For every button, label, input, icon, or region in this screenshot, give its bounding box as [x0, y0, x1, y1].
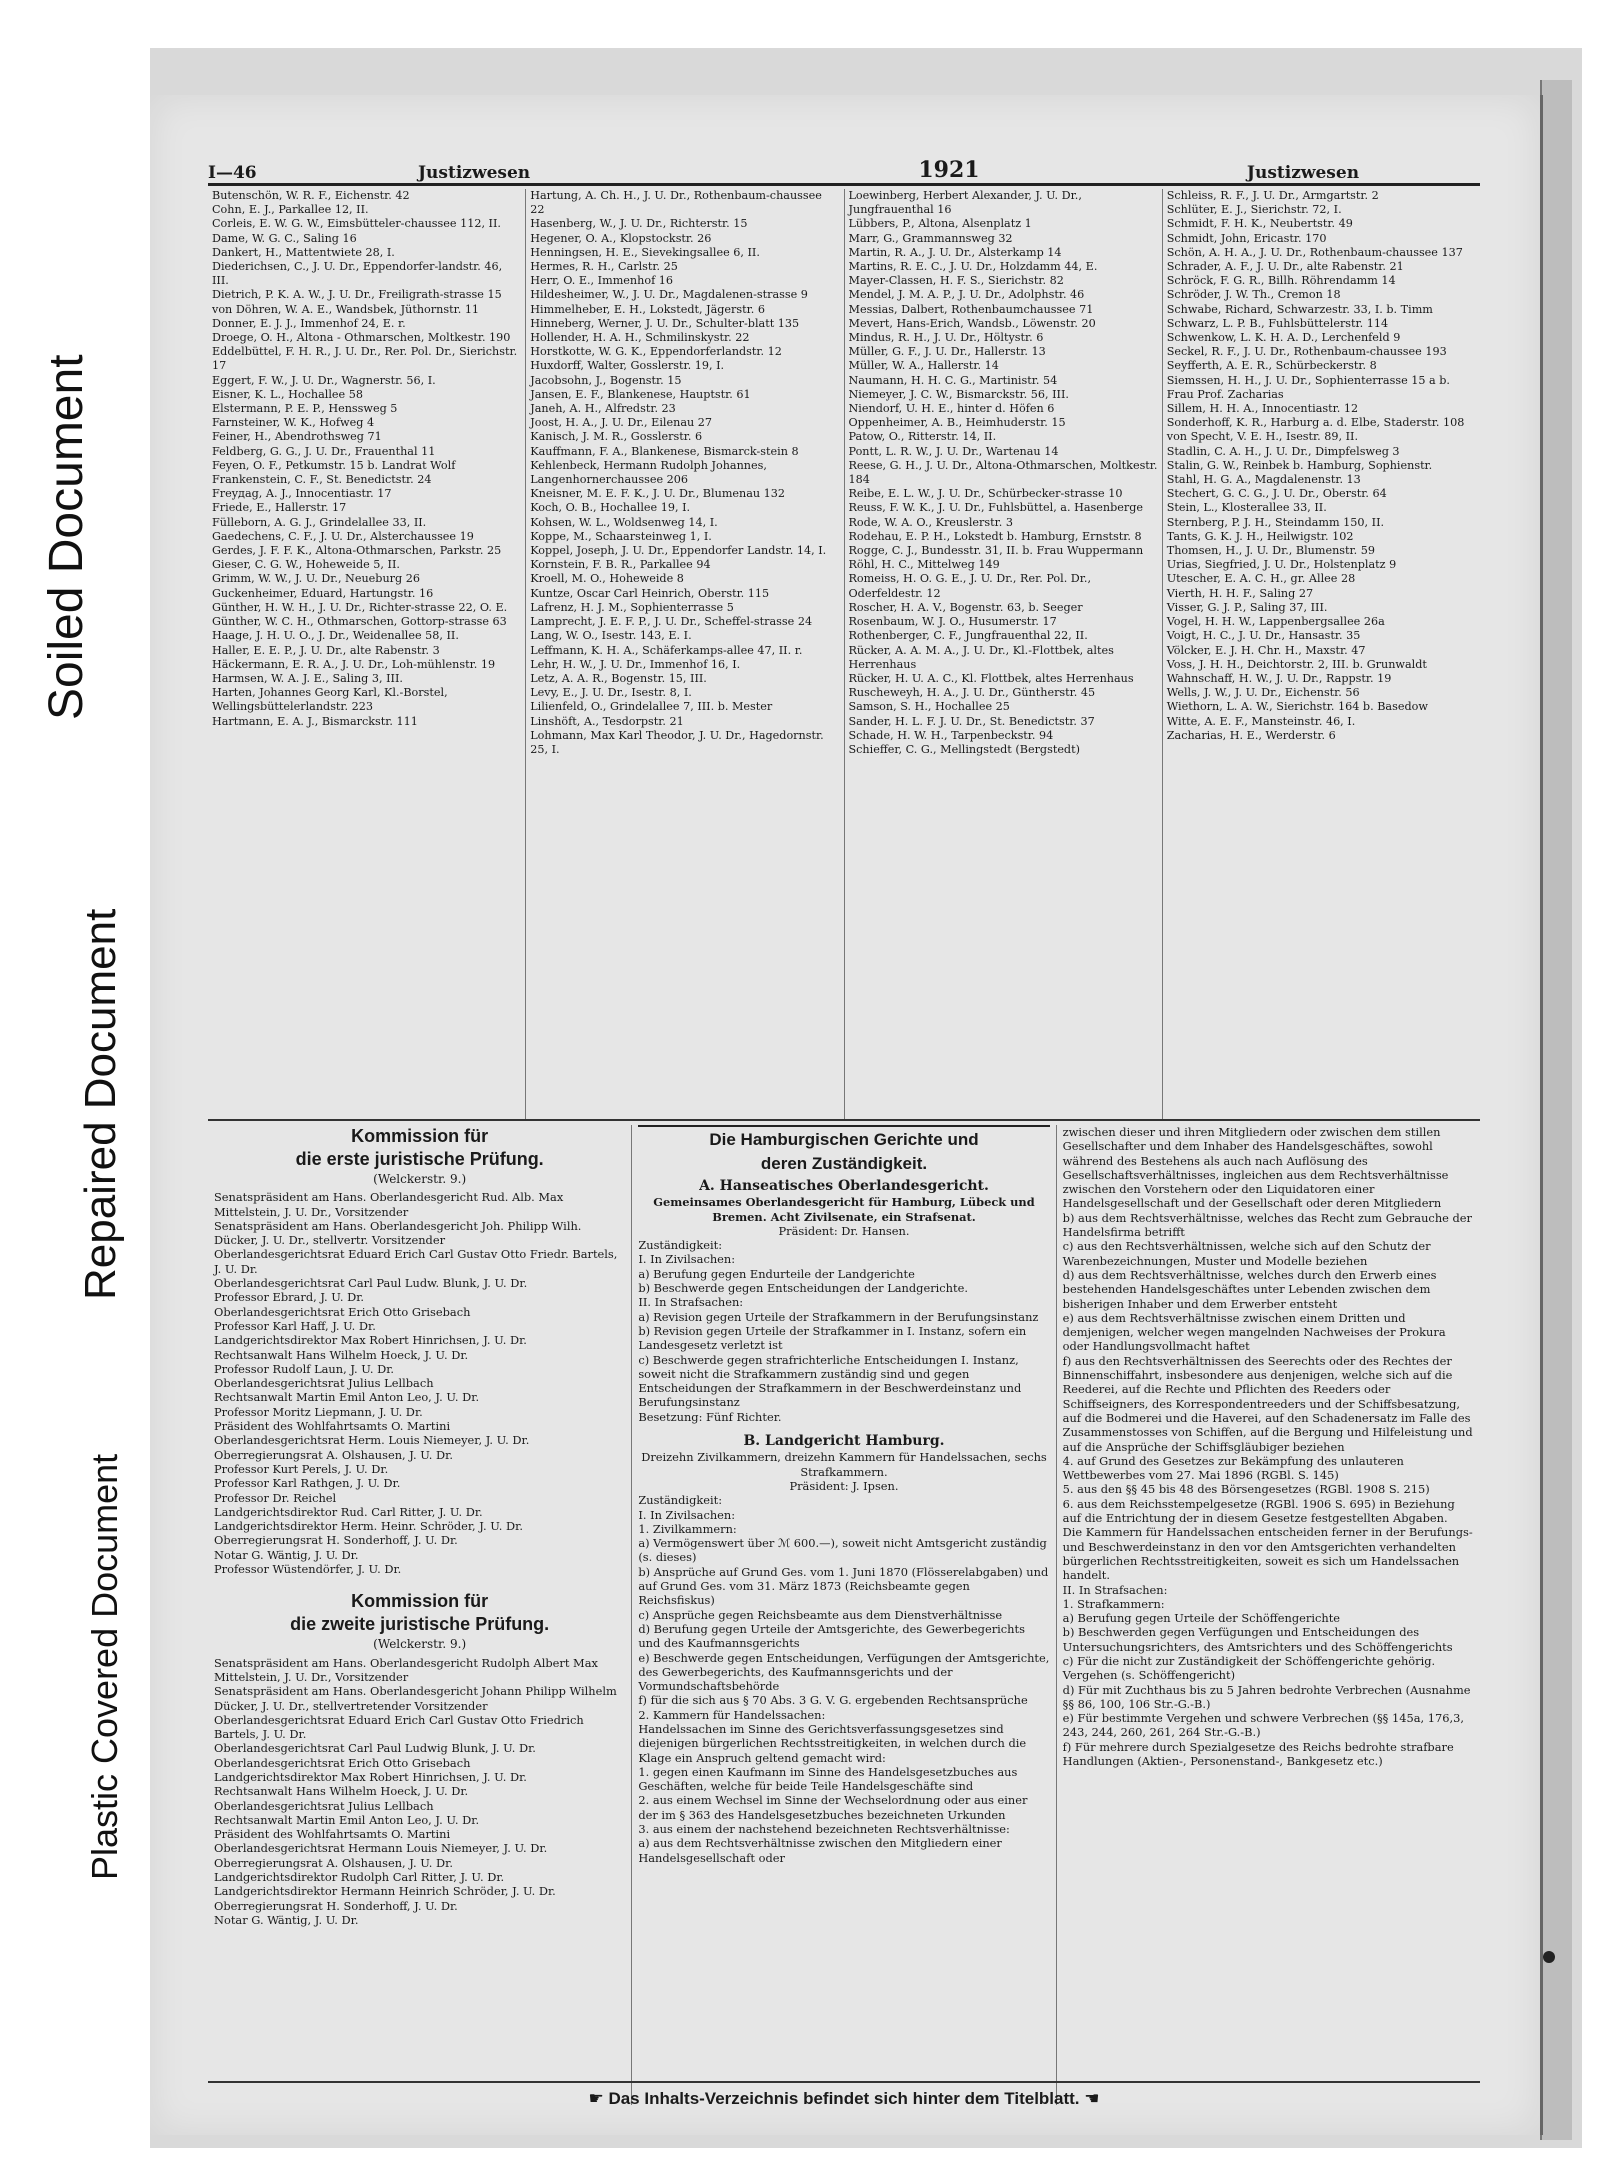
footer-text: Das Inhalts-Verzeichnis befindet sich hinter dem Titelblatt. — [608, 2089, 1080, 2108]
label-soiled: Soiled Document — [40, 354, 93, 720]
header-left-title: Justizwesen — [418, 163, 531, 183]
text-line: Voigt, H. C., J. U. Dr., Hansastr. 35 — [1166, 629, 1361, 643]
text-line: Stechert, G. C. G., J. U. Dr., Oberstr. 64 — [1166, 487, 1387, 501]
text-line: Freyдag, A. J., Innocentiastr. 17 — [212, 487, 392, 501]
label-repaired: Repaired Document — [76, 908, 125, 1300]
text-line: Gerdes, J. F. F. K., Altona-Othmarschen, Parkstr. 25 — [212, 544, 502, 558]
text-line: e) Für bestimmte Vergehen und schwere Verbrechen (§§ 145a, 176,3, 243, 244, 260, 261, 264 Str.-G.-B.) — [1062, 1711, 1464, 1740]
side-labels — [0, 0, 150, 2177]
text-line: Eggert, F. W., J. U. Dr., Wagnerstr. 56, I. — [212, 373, 436, 387]
text-line: Siemssen, H. H., J. U. Dr., Sophienterrasse 15 a b. Frau Prof. Zacharias — [1166, 373, 1450, 401]
text-line: d) Berufung gegen Urteile der Amtsgerichte, des Gewerbegerichts und des Kaufmannsgerichts — [638, 1621, 1025, 1651]
text-line: Rechtsanwalt Hans Wilhelm Hoeck, J. U. Dr. — [214, 1347, 469, 1362]
text-line: Oberlandesgerichtsrat Hermann Louis Niemeyer, J. U. Dr. — [214, 1841, 548, 1856]
text-line: f) für die sich aus § 70 Abs. 3 G. V. G. ergebenden Rechtsansprüche — [638, 1693, 1028, 1708]
text-line: a) Berufung gegen Urteile der Schöffengerichte — [1062, 1611, 1341, 1626]
text-line: Romeiss, H. O. G. E., J. U. Dr., Rer. Pol. Dr., Oderfeldestr. 12 — [848, 572, 1092, 600]
text-line: Niemeyer, J. C. W., Bismarckstr. 56, III. — [848, 387, 1069, 401]
text-line: Besetzung: Fünf Richter. — [638, 1409, 782, 1424]
text-line: a) Berufung gegen Endurteile der Landgerichte — [638, 1266, 915, 1281]
text-line: Schrader, A. F., J. U. Dr., alte Rabenstr. 21 — [1166, 260, 1404, 274]
text-line: Oberlandesgerichtsrat Carl Paul Ludwig Blunk, J. U. Dr. — [214, 1741, 536, 1756]
text-line: Koppe, M., Schaarsteinweg 1, I. — [530, 529, 712, 543]
text-line: b) Revision gegen Urteile der Strafkammer in I. Instanz, sofern ein Landesgesetz verletzt ist — [638, 1323, 1027, 1353]
kommission2-address: (Welckerstr. 9.) — [373, 1637, 467, 1652]
kommission-column — [208, 1125, 631, 2105]
text-line: e) aus dem Rechtsverhältnisse zwischen einem Dritten und demjenigen, welcher wegen mangelnden Nachweises der Prokura oder Handlungsvollmacht haftet — [1062, 1310, 1446, 1354]
text-line: Roscher, H. A. V., Bogenstr. 63, b. Seeger — [848, 600, 1083, 614]
text-line: Schlüter, E. J., Sierichstr. 72, I. — [1166, 203, 1342, 217]
text-line: Rodehau, E. P. H., Lokstedt b. Hamburg, Ernststr. 8 — [848, 529, 1142, 543]
text-line: Die Kammern für Handelssachen entscheiden ferner in der Berufungs- und Beschwerdeinstanz in den vor den Amtsgerichten verhandelten bürgerlichen Rechtsstreitigkeiten, soweit es sich um Handelssachen handelt. — [1062, 1525, 1473, 1583]
text-line: Hermes, R. H., Carlstr. 25 — [530, 260, 678, 274]
text-line: Haller, E. E. P., J. U. Dr., alte Rabenstr. 3 — [212, 643, 440, 657]
text-line: c) Beschwerde gegen strafrichterliche Entscheidungen I. Instanz, soweit nicht die Strafkammern zuständig sind und gegen Entscheidungen der Strafkammern in der Beschwerdeinstanz und Berufungsinstanz — [638, 1352, 1022, 1410]
text-line: 2. Kammern für Handelssachen: — [638, 1707, 826, 1722]
text-line: Gieser, C. G. W., Hoheweide 5, II. — [212, 558, 400, 572]
page-header — [208, 151, 1480, 186]
text-line: Professor Karl Rathgen, J. U. Dr. — [214, 1476, 401, 1491]
text-line: Oberlandesgerichtsrat Herm. Louis Niemeyer, J. U. Dr. — [214, 1433, 530, 1448]
text-line: Schröder, J. W. Th., Cremon 18 — [1166, 288, 1341, 302]
text-line: Professor Wüstendörfer, J. U. Dr. — [214, 1562, 402, 1577]
text-line: a) Vermögenswert über ℳ 600.—), soweit nicht Amtsgericht zuständig (s. dieses) — [638, 1536, 1047, 1565]
text-line: Seckel, R. F., J. U. Dr., Rothenbaum-chaussee 193 — [1166, 345, 1447, 359]
text-line: Leffmann, K. H. A., Schäferkamps-allee 47, II. r. — [530, 643, 803, 657]
text-line: Tants, G. K. J. H., Heilwigstr. 102 — [1166, 529, 1354, 543]
text-line: 2. aus einem Wechsel im Sinne der Wechselordnung oder aus einer der im § 363 des Handelsgesetzbuches bezeichneten Urkunden — [638, 1793, 1028, 1822]
text-line: Mindus, R. H., J. U. Dr., Höltystr. 6 — [848, 331, 1044, 345]
text-line: Handelssachen im Sinne des Gerichtsverfassungsgesetzes sind diejenigen bürgerlichen Rechtsstreitigkeiten, in welchen durch die Klage ein Anspruch geltend gemacht wird: — [638, 1721, 1027, 1765]
continuation-column — [1056, 1125, 1480, 2105]
text-line: Landgerichtsdirektor Max Robert Hinrichsen, J. U. Dr. — [214, 1769, 527, 1784]
text-line: Messias, Dalbert, Rothenbaumchaussee 71 — [848, 302, 1094, 316]
text-line: Rechtsanwalt Martin Emil Anton Leo, J. U. Dr. — [214, 1390, 480, 1405]
text-line: Cohn, E. J., Parkallee 12, II. — [212, 203, 369, 217]
header-year: 1921 — [918, 157, 980, 183]
text-line: 6. aus dem Reichsstempelgesetze (RGBl. 1906 S. 695) in Beziehung auf die Entrichtung der in diesem Gesetze festgestellten Abgaben. — [1062, 1496, 1455, 1526]
text-line: Oberlandesgerichtsrat Carl Paul Ludw. Blunk, J. U. Dr. — [214, 1276, 528, 1291]
text-line: 4. auf Grund des Gesetzes zur Bekämpfung des unlauteren Wettbewerbes vom 27. Mai 1896 (RGBl. S. 145) — [1062, 1453, 1404, 1483]
text-line: Oberregierungsrat H. Sonderhoff, J. U. Dr. — [214, 1898, 458, 1913]
text-line: Schmidt, F. H. K., Neubertstr. 49 — [1166, 217, 1353, 231]
text-line: Letz, A. A. R., Bogenstr. 15, III. — [530, 671, 707, 685]
text-line: Harten, Johannes Georg Karl, Kl.-Borstel, Wellingsbüttelerlandstr. 223 — [212, 686, 448, 714]
landgericht-zustaendigkeit — [638, 1493, 1049, 1865]
text-line: Lohmann, Max Karl Theodor, J. U. Dr., Hagedornstr. 25, I. — [530, 728, 824, 756]
text-line: Droege, O. H., Altona - Othmarschen, Moltkestr. 190 — [212, 331, 511, 345]
text-line: f) Für mehrere durch Spezialgesetze des Reichs bedrohte strafbare Handlungen (Aktien-, Personenstand-, Bankgesetz etc.) — [1062, 1739, 1454, 1769]
text-line: Rücker, H. U. A. C., Kl. Flottbek, altes Herrenhaus — [848, 671, 1134, 685]
text-line: Kanisch, J. M. R., Gosslerstr. 6 — [530, 430, 703, 444]
text-line: Voss, J. H. H., Deichtorstr. 2, III. b. Grunwaldt — [1166, 657, 1427, 671]
text-line: Oberlandesgerichtsrat Julius Lellbach — [214, 1798, 434, 1813]
text-line: a) aus dem Rechtsverhältnisse zwischen den Mitgliedern einer Handelsgesellschaft oder — [638, 1836, 1002, 1865]
text-line: Professor Moritz Liepmann, J. U. Dr. — [214, 1404, 423, 1419]
text-line: Koch, O. B., Hochallee 19, I. — [530, 501, 691, 515]
text-line: Hildesheimer, W., J. U. Dr., Magdalenen-strasse 9 — [530, 288, 808, 302]
text-line: Sternberg, P. J. H., Steindamm 150, II. — [1166, 515, 1385, 529]
text-line: Reuss, F. W. K., J. U. Dr., Fuhlsbüttel, a. Hasenberge — [848, 501, 1144, 515]
text-line: Schleiss, R. F., J. U. Dr., Armgartstr. 2 — [1166, 189, 1379, 202]
text-line: zwischen dieser und ihren Mitgliedern oder zwischen dem stillen Gesellschafter und dem Inhaber des Handelsgeschäftes, sowohl während des Bestehens als auch nach Auflösung des Gesellschaftsverhältnisses, ingleichen aus dem Rechtsverhältnisse zwischen den Vorstehern oder den Liquidatoren einer Handelsgesellschaft und der Gesellschaft oder deren Mitgliedern — [1062, 1125, 1449, 1211]
text-line: Kuntze, Oscar Carl Heinrich, Oberstr. 115 — [530, 586, 770, 600]
lower-section — [208, 1125, 1480, 2105]
text-line: Reese, G. H., J. U. Dr., Altona-Othmarschen, Moltkestr. 184 — [848, 458, 1158, 487]
text-line: Zacharias, H. E., Werderstr. 6 — [1166, 728, 1336, 742]
text-line: Schwabe, Richard, Schwarzestr. 33, I. b. Timm — [1166, 302, 1433, 316]
kommission1-title2: die erste juristische Prüfung. — [295, 1149, 544, 1169]
directory-column-2 — [525, 189, 843, 1119]
text-line: Schwarz, L. P. B., Fuhlsbüttelerstr. 114 — [1166, 316, 1389, 330]
text-line: Herr, O. E., Immenhof 16 — [530, 274, 674, 288]
kommission1-address: (Welckerstr. 9.) — [373, 1172, 467, 1186]
text-line: Oberlandesgerichtsrat Julius Lellbach — [214, 1376, 434, 1391]
text-line: Stein, L., Klosterallee 33, II. — [1166, 501, 1327, 515]
oberlandesgericht-intro: Gemeinsames Oberlandesgericht für Hamburg, Lübeck und Bremen. Acht Zivilsenate, ein Strafsenat. — [653, 1195, 1035, 1224]
text-line: Kohsen, W. L., Woldsenweg 14, I. — [530, 515, 718, 529]
text-line: Professor Dr. Reichel — [214, 1490, 337, 1505]
text-line: II. In Strafsachen: — [638, 1295, 744, 1310]
text-line: Koppel, Joseph, J. U. Dr., Eppendorfer Landstr. 14, I. — [530, 544, 827, 558]
text-line: Horstkotte, W. G. K., Eppendorferlandstr. 12 — [530, 345, 782, 359]
text-line: Rosenbaum, W. J. O., Husumerstr. 17 — [848, 615, 1057, 629]
text-line: 1. Strafkammern: — [1062, 1596, 1165, 1611]
text-line: Stalin, G. W., Reinbek b. Hamburg, Sophienstr. — [1166, 458, 1433, 472]
text-line: Günther, H. W. H., J. U. Dr., Richter-strasse 22, O. E. — [212, 600, 508, 614]
text-line: Professor Ebrard, J. U. Dr. — [214, 1290, 365, 1305]
kommission2-title2: die zweite juristische Prüfung. — [290, 1614, 550, 1635]
text-line: Rogge, C. J., Bundesstr. 31, II. b. Frau Wuppermann — [848, 544, 1144, 558]
text-line: 1. gegen einen Kaufmann im Sinne des Handelsgesetzbuches aus Geschäften, welche für beide Teile Handelsgeschäfte sind — [638, 1764, 1018, 1794]
text-line: Müller, G. F., J. U. Dr., Hallerstr. 13 — [848, 345, 1046, 359]
text-line: Jacobsohn, J., Bogenstr. 15 — [530, 373, 682, 387]
text-line: Lübbers, P., Altona, Alsenplatz 1 — [848, 217, 1032, 231]
text-line: Visser, G. J. P., Saling 37, III. — [1166, 600, 1328, 614]
text-line: Oberregierungsrat A. Olshausen, J. U. Dr. — [214, 1447, 453, 1462]
text-line: Kroell, M. O., Hoheweide 8 — [530, 572, 684, 586]
text-line: Eisner, K. L., Hochallee 58 — [212, 387, 363, 401]
text-line: Häckermann, E. R. A., J. U. Dr., Loh-mühlenstr. 19 — [212, 657, 496, 671]
text-line: Lehr, H. W., J. U. Dr., Immenhof 16, I. — [530, 657, 741, 671]
text-line: Urias, Siegfried, J. U. Dr., Holstenplatz 9 — [1166, 558, 1397, 572]
text-line: Kehlenbeck, Hermann Rudolph Johannes, Langenhornerchaussee 206 — [530, 458, 767, 487]
directory-column-3 — [844, 189, 1162, 1119]
text-line: Feiner, H., Abendrothsweg 71 — [212, 430, 382, 444]
kommission2-title1: Kommission für — [351, 1591, 489, 1612]
text-line: Präsident des Wohlfahrtsamts O. Martini — [214, 1827, 451, 1842]
text-line: c) Ansprüche gegen Reichsbeamte aus dem Dienstverhältnisse — [638, 1607, 1003, 1622]
text-line: Gaedechens, C. F., J. U. Dr., Alsterchaussee 19 — [212, 529, 474, 543]
text-line: Rechtsanwalt Martin Emil Anton Leo, J. U. Dr. — [214, 1812, 480, 1827]
text-line: Schwenkow, L. K. H. A. D., Lerchenfeld 9 — [1166, 331, 1401, 345]
text-line: Hinneberg, Werner, J. U. Dr., Schulter-blatt 135 — [530, 316, 800, 330]
gerichte-column — [631, 1125, 1055, 2105]
text-line: Stadlin, C. A. H., J. U. Dr., Dimpfelsweg 3 — [1166, 444, 1400, 458]
label-plastic-covered: Plastic Covered Document — [84, 1453, 125, 1880]
text-line: a) Revision gegen Urteile der Strafkammern in der Berufungsinstanz — [638, 1309, 1039, 1324]
gerichte-title2: deren Zuständigkeit. — [760, 1154, 928, 1173]
hand-pointer-icon: ☛ — [588, 2089, 609, 2108]
text-line: Rothenberger, C. F., Jungfrauenthal 22, II. — [848, 629, 1088, 643]
text-line: Rode, W. A. O., Kreuslerstr. 3 — [848, 515, 1013, 529]
text-line: Lang, W. O., Isestr. 143, E. I. — [530, 629, 692, 643]
text-line: Pontt, L. R. W., J. U. Dr., Wartenau 14 — [848, 444, 1059, 458]
directory-column-4 — [1162, 189, 1480, 1119]
text-line: Naumann, H. H. C. G., Martinistr. 54 — [848, 373, 1058, 387]
text-line: Senatspräsident am Hans. Oberlandesgericht Rudolph Albert Max Mittelstein, J. U. Dr., Vorsitzender — [214, 1655, 598, 1684]
text-line: Lamprecht, J. E. F. P., J. U. Dr., Scheffel-strasse 24 — [530, 615, 813, 629]
text-line: Hartmann, E. A. J., Bismarckstr. 111 — [212, 714, 418, 728]
text-line: Wells, J. W., J. U. Dr., Eichenstr. 56 — [1166, 686, 1360, 700]
directory-column-1 — [208, 189, 525, 1119]
text-line: Oppenheimer, A. B., Heimhuderstr. 15 — [848, 416, 1066, 430]
landgericht-title: B. Landgericht Hamburg. — [743, 1433, 945, 1450]
text-line: Röhl, H. C., Mittelweg 149 — [848, 558, 1000, 572]
text-line: b) Beschwerden gegen Verfügungen und Entscheidungen des Untersuchungsrichters, des Amtsrichters und des Schöffengerichts — [1062, 1625, 1453, 1654]
text-line: Joost, H. A., J. U. Dr., Eilenau 27 — [530, 416, 712, 430]
text-line: Stahl, H. G. A., Magdalenenstr. 13 — [1166, 473, 1361, 487]
text-line: Oberlandesgerichtsrat Erich Otto Grisebach — [214, 1755, 471, 1770]
page-edge — [1540, 80, 1572, 2140]
directory-columns — [208, 189, 1480, 1121]
text-line: Zuständigkeit: — [638, 1238, 723, 1253]
text-line: Feyen, O. F., Petkumstr. 15 b. Landrat Wolf — [212, 458, 456, 472]
text-line: Dankert, H., Mattentwiete 28, I. — [212, 245, 395, 259]
text-line: Elstermann, P. E. P., Henssweg 5 — [212, 402, 398, 416]
landgericht-intro: Dreizehn Zivilkammern, dreizehn Kammern für Handelssachen, sechs Strafkammern. — [641, 1450, 1047, 1479]
page-content — [208, 151, 1480, 2131]
text-line: Zuständigkeit: — [638, 1493, 723, 1508]
kommission2-members — [214, 1656, 625, 1928]
text-line: e) Beschwerde gegen Entscheidungen, Verfügungen der Amtsgerichte, des Gewerbegerichts, des Kaufmannsgerichts und der Vormundschaftsbehörde — [638, 1650, 1050, 1694]
text-line: Lafrenz, H. J. M., Sophienterrasse 5 — [530, 600, 734, 614]
text-line: Professor Karl Haff, J. U. Dr. — [214, 1318, 376, 1333]
text-line: Lilienfeld, O., Grindelallee 7, III. b. Mester — [530, 700, 773, 714]
text-line: Jansen, E. F., Blankenese, Hauptstr. 61 — [530, 387, 751, 401]
text-line: Notar G. Wäntig, J. U. Dr. — [214, 1547, 359, 1562]
text-line: Fülleborn, A. G. J., Grindelallee 33, II. — [212, 515, 427, 529]
text-line: Oberlandesgerichtsrat Erich Otto Grisebach — [214, 1304, 471, 1319]
text-line: Diederichsen, C., J. U. Dr., Eppendorfer-landstr. 46, III. — [212, 260, 503, 288]
text-line: Levy, E., J. U. Dr., Isestr. 8, I. — [530, 686, 692, 700]
landgericht-president: Präsident: J. Ipsen. — [789, 1478, 899, 1493]
text-line: Dietrich, P. K. A. W., J. U. Dr., Freiligrath-strasse 15 — [212, 288, 502, 302]
text-line: Senatspräsident am Hans. Oberlandesgericht Johann Philipp Wilhelm Dücker, J. U. Dr., stellvertretender Vorsitzender — [214, 1684, 617, 1713]
text-line: Utescher, E. A. C. H., gr. Allee 28 — [1166, 572, 1356, 586]
text-line: Thomsen, H., J. U. Dr., Blumenstr. 59 — [1166, 544, 1376, 558]
page-number: I—46 — [208, 163, 257, 183]
oberlandesgericht-zustaendigkeit — [638, 1238, 1049, 1424]
text-line: Witte, A. E. F., Mansteinstr. 46, I. — [1166, 714, 1356, 728]
text-line: f) aus den Rechtsverhältnissen des Seerechts oder des Rechtes der Binnenschiffahrt, insbesondere aus denjenigen, welche sich auf die Reederei, auf die Rechte und Pflichten des Reeders oder Schiffseigners, des Korrespondentreeders und der Schiffsbesatzung, auf die Bodmerei und die Haverei, auf den Schadenersatz im Falle des Zusammenstosses von Schiffen, auf die Bergung und Hilfeleistung und auf die Ansprüche der Schiffsgläubiger beziehen — [1062, 1353, 1473, 1454]
text-line: Haage, J. H. U. O., J. Dr., Weidenallee 58, II. — [212, 629, 459, 643]
text-line: d) aus dem Rechtsverhältnisse, welches durch den Erwerb eines bestehenden Handelsgeschäftes unter Lebenden zwischen dem bisherigen Inhaber und dem Erwerber entsteht — [1062, 1267, 1437, 1311]
text-line: Schmidt, John, Ericastr. 170 — [1166, 231, 1327, 245]
text-line: Präsident des Wohlfahrtsamts O. Martini — [214, 1419, 451, 1434]
text-line: Hasenberg, W., J. U. Dr., Richterstr. 15 — [530, 217, 748, 231]
text-line: Notar G. Wäntig, J. U. Dr. — [214, 1912, 359, 1927]
text-line: Professor Rudolf Laun, J. U. Dr. — [214, 1361, 395, 1376]
text-line: Grimm, W. W., J. U. Dr., Neueburg 26 — [212, 572, 420, 586]
text-line: Guckenheimer, Eduard, Hartungstr. 16 — [212, 586, 434, 600]
text-line: I. In Zivilsachen: — [638, 1507, 736, 1522]
text-line: Günther, W. C. H., Othmarschen, Gottorp-strasse 63 — [212, 615, 507, 629]
text-line: Dame, W. G. C., Saling 16 — [212, 231, 357, 245]
text-line: Senatspräsident am Hans. Oberlandesgericht Rud. Alb. Max Mittelstein, J. U. Dr., Vorsitzender — [214, 1190, 564, 1219]
ink-dot — [1543, 1951, 1555, 1963]
text-line: Feldberg, G. G., J. U. Dr., Frauenthal 11 — [212, 444, 436, 458]
text-line: Oberregierungsrat H. Sonderhoff, J. U. Dr. — [214, 1533, 458, 1548]
text-line: Schröck, F. G. R., Billh. Röhrendamm 14 — [1166, 274, 1396, 288]
text-line: Landgerichtsdirektor Rudolph Carl Ritter, J. U. Dr. — [214, 1870, 505, 1885]
text-line: Frankenstein, C. F., St. Benedictstr. 24 — [212, 473, 432, 487]
text-line: Müller, W. A., Hallerstr. 14 — [848, 359, 999, 373]
text-line: Oberlandesgerichtsrat Eduard Erich Carl Gustav Otto Friedrich Bartels, J. U. Dr. — [214, 1712, 584, 1742]
gerichte-title1: Die Hamburgischen Gerichte und — [638, 1125, 1049, 1151]
text-line: Landgerichtsdirektor Hermann Heinrich Schröder, J. U. Dr. — [214, 1884, 556, 1899]
hand-pointer-icon: ☚ — [1079, 2089, 1100, 2108]
text-line: Corleis, E. W. G. W., Eimsbütteler-chaussee 112, II. — [212, 217, 501, 231]
text-line: 5. aus den §§ 45 bis 48 des Börsengesetzes (RGBl. 1908 S. 215) — [1062, 1482, 1430, 1497]
text-line: Oberlandesgerichtsrat Eduard Erich Carl Gustav Otto Friedr. Bartels, J. U. Dr. — [214, 1247, 618, 1276]
text-line: Wahnschaff, H. W., J. U. Dr., Rappstr. 19 — [1166, 671, 1392, 685]
text-line: Landgerichtsdirektor Max Robert Hinrichsen, J. U. Dr. — [214, 1333, 527, 1348]
text-line: Hartung, A. Ch. H., J. U. Dr., Rothenbaum-chaussee 22 — [530, 189, 822, 217]
text-line: Völcker, E. J. H. Chr. H., Maxstr. 47 — [1166, 643, 1366, 657]
text-line: II. In Strafsachen: — [1062, 1582, 1168, 1597]
text-line: Hegener, O. A., Klopstockstr. 26 — [530, 231, 712, 245]
text-line: von Specht, V. E. H., Isestr. 89, II. — [1166, 430, 1359, 444]
text-line: Schön, A. H. A., J. U. Dr., Rothenbaum-chaussee 137 — [1166, 245, 1463, 259]
kommission1-members — [214, 1190, 625, 1576]
text-line: Martin, R. A., J. U. Dr., Alsterkamp 14 — [848, 245, 1062, 259]
text-line: Sonderhoff, K. R., Harburg a. d. Elbe, Staderstr. 108 — [1166, 416, 1465, 430]
text-line: Hollender, H. A. H., Schmilinskystr. 22 — [530, 331, 750, 345]
text-line: Henningsen, H. E., Sievekingsallee 6, II. — [530, 245, 760, 259]
oberlandesgericht-title: A. Hanseatisches Oberlandesgericht. — [699, 1178, 989, 1194]
text-line: Schieffer, C. G., Mellingstedt (Bergstedt) — [848, 742, 1080, 756]
text-line: Loewinberg, Herbert Alexander, J. U. Dr., Jungfrauenthal 16 — [848, 189, 1082, 217]
text-line: Sander, H. L. F. J. U. Dr., St. Benedictstr. 37 — [848, 714, 1095, 728]
text-line: Harmsen, W. A. J. E., Saling 3, III. — [212, 671, 403, 685]
text-line: Mevert, Hans-Erich, Wandsb., Löwenstr. 20 — [848, 316, 1096, 330]
text-line: 1. Zivilkammern: — [638, 1521, 737, 1536]
text-line: Mendel, J. M. A. P., J. U. Dr., Adolphstr. 46 — [848, 288, 1085, 302]
text-line: b) aus dem Rechtsverhältnisse, welches das Recht zum Gebrauche der Handelsfirma betrifft — [1062, 1210, 1472, 1240]
header-right-title: Justizwesen — [1246, 163, 1360, 183]
text-line: Kornstein, F. B. R., Parkallee 94 — [530, 558, 711, 572]
text-line: c) Für die nicht zur Zuständigkeit der Schöffengerichte gehörig. Vergehen (s. Schöffengericht) — [1062, 1653, 1436, 1683]
text-line: Wiethorn, L. A. W., Sierichstr. 164 b. Basedow — [1166, 700, 1428, 714]
text-line: Schade, H. W. H., Tarpenbeckstr. 94 — [848, 728, 1054, 742]
text-line: Martins, R. E. C., J. U. Dr., Holzdamm 44, E. — [848, 260, 1098, 274]
text-line: I. In Zivilsachen: — [638, 1252, 736, 1267]
text-line: von Döhren, W. A. E., Wandsbek, Jüthornstr. 11 — [212, 302, 480, 316]
text-line: Eddelbüttel, F. H. R., J. U. Dr., Rer. Pol. Dr., Sierichstr. 17 — [212, 345, 518, 373]
text-line: b) Ansprüche auf Grund Ges. vom 1. Juni 1870 (Flösserelabgaben) und auf Grund Ges. vom 31. März 1873 (Reichsbeamte gegen Reichsfiskus) — [638, 1564, 1049, 1608]
text-line: Rechtsanwalt Hans Wilhelm Hoeck, J. U. Dr. — [214, 1784, 469, 1799]
text-line: Senatspräsident am Hans. Oberlandesgericht Joh. Philipp Wilh. Dücker, J. U. Dr., stellvertr. Vorsitzender — [214, 1218, 582, 1248]
oberlandesgericht-president: Präsident: Dr. Hansen. — [778, 1223, 910, 1238]
document-page — [150, 95, 1543, 2135]
text-line: Friede, E., Hallerstr. 17 — [212, 501, 347, 515]
text-line: Rücker, A. A. M. A., J. U. Dr., Kl.-Flottbek, altes Herrenhaus — [848, 643, 1114, 671]
text-line: Niendorf, U. H. E., hinter d. Höfen 6 — [848, 402, 1055, 416]
text-line: Farnsteiner, W. K., Hofweg 4 — [212, 416, 375, 430]
text-line: Janeh, A. H., Alfredstr. 23 — [530, 402, 676, 416]
text-line: Himmelheber, E. H., Lokstedt, Jägerstr. 6 — [530, 302, 765, 316]
text-line: Kauffmann, F. A., Blankenese, Bismarck-stein 8 — [530, 444, 799, 458]
text-line: d) Für mit Zuchthaus bis zu 5 Jahren bedrohte Verbrechen (Ausnahme §§ 86, 100, 106 Str.-G.-B.) — [1062, 1682, 1471, 1711]
kommission1-title1: Kommission für — [351, 1126, 489, 1146]
text-line: Ruscheweyh, H. A., J. U. Dr., Güntherstr. 45 — [848, 686, 1096, 700]
text-line: Seyfferth, A. E. R., Schürbeckerstr. 8 — [1166, 359, 1377, 373]
text-line: Patow, O., Ritterstr. 14, II. — [848, 430, 997, 444]
text-line: Reibe, E. L. W., J. U. Dr., Schürbecker-strasse 10 — [848, 487, 1123, 501]
footer-note — [208, 2081, 1480, 2109]
text-line: Huxdorff, Walter, Gosslerstr. 19, I. — [530, 359, 725, 373]
text-line: c) aus den Rechtsverhältnissen, welche sich auf den Schutz der Warenbezeichnungen, Muster und Modelle beziehen — [1062, 1239, 1431, 1268]
text-line: Linshöft, A., Tesdorpstr. 21 — [530, 714, 684, 728]
text-line: Mayer-Classen, H. F. S., Sierichstr. 82 — [848, 274, 1064, 288]
text-line: Sillem, H. H. A., Innocentiastr. 12 — [1166, 402, 1359, 416]
text-line: Vierth, H. H. F., Saling 27 — [1166, 586, 1314, 600]
text-line: Landgerichtsdirektor Herm. Heinr. Schröder, J. U. Dr. — [214, 1519, 523, 1534]
text-line: Oberregierungsrat A. Olshausen, J. U. Dr. — [214, 1855, 453, 1870]
text-line: 3. aus einem der nachstehend bezeichneten Rechtsverhältnisse: — [638, 1822, 1010, 1837]
text-line: Donner, E. J. J., Immenhof 24, E. r. — [212, 316, 406, 330]
text-line: Samson, S. H., Hochallee 25 — [848, 700, 1010, 714]
text-line: Vogel, H. H. W., Lappenbergsallee 26a — [1166, 615, 1385, 629]
text-line: Butenschön, W. R. F., Eichenstr. 42 — [212, 189, 410, 202]
text-line: Kneisner, M. E. F. K., J. U. Dr., Blumenau 132 — [530, 487, 786, 501]
text-line: Landgerichtsdirektor Rud. Carl Ritter, J. U. Dr. — [214, 1504, 483, 1519]
text-line: Professor Kurt Perels, J. U. Dr. — [214, 1461, 389, 1476]
text-line: Marr, G., Grammannsweg 32 — [848, 231, 1013, 245]
text-line: b) Beschwerde gegen Entscheidungen der Landgerichte. — [638, 1281, 968, 1296]
